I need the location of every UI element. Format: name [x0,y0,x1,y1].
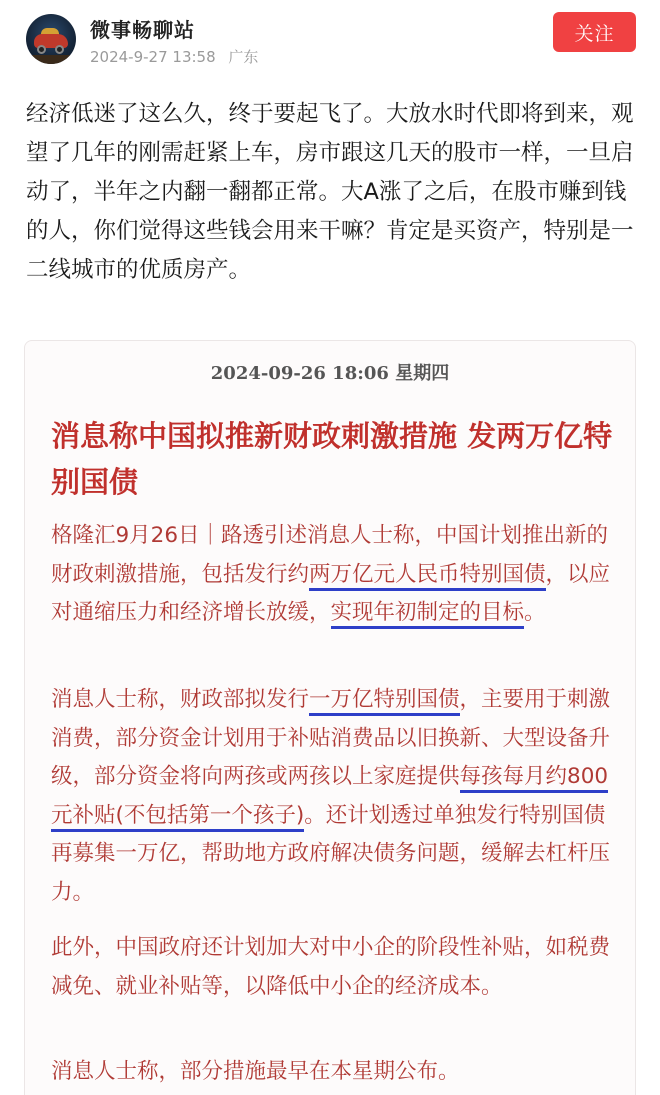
paragraph-text: 消息人士称，财政部拟发行 [51,687,310,712]
paragraph-text: 。 [524,600,546,625]
paragraph-text: ，主要用于刺激消费，部分资金计划用于补贴消费品以旧换新、大型设备升级，部分资金将向两孩或两孩以上家庭提供 [51,687,611,789]
article-title: 消息称中国拟推新财政刺激措施 发两万亿特别国债 [51,419,613,499]
paragraph-text: 。还计划透过单独发行特别国债再募集一万亿，帮助地方政府解决债务问题，缓解去杠杆压力。 [51,802,611,905]
post-body-text: 经济低迷了这么久，终于要起飞了。大放水时代即将到来，观望了几年的刚需赶紧上车，房市跟这几天的股市一样，一旦启动了，半年之内翻一翻都正常。大A涨了之后，在股市赚到钱的人，你们觉得这些钱会用来干嘛？肯定是买资产，特别是一二线城市的优质房产。 [26,101,634,283]
underlined-text: 两万亿元人民币特别国债 [309,562,546,591]
article-paragraph-1 [51,517,621,633]
account-name[interactable]: 微事畅聊站 [90,18,195,42]
avatar-wheel [55,45,64,54]
paragraph-text: ，以应对通缩压力和经济增长放缓， [51,561,611,625]
follow-button[interactable]: 关注 [553,12,636,52]
underlined-text: 一万亿特别国债 [309,687,460,716]
article-paragraph-2 [51,681,621,912]
post-location: 广东 [228,48,259,66]
avatar-wheel [37,45,46,54]
post-header [0,0,660,80]
underlined-text: 实现年初制定的目标 [331,600,525,629]
post-meta [90,46,258,67]
paragraph-text: 格隆汇9月26日｜路透引述消息人士称，中国计划推出新的财政刺激措施，包括发行约 [51,523,609,587]
avatar[interactable] [26,14,76,64]
article-screenshot-card [24,340,636,1095]
article-paragraph-3: 此外，中国政府还计划加大对中小企的阶段性补贴，如税费减免、就业补贴等，以降低中小企的经济成本。 [51,935,611,999]
avatar-ground [26,55,76,64]
underlined-text: 每孩每月约800元补贴(不包括第一个孩子) [51,764,608,832]
article-paragraph-4: 消息人士称，部分措施最早在本星期公布。 [51,1059,460,1084]
post-timestamp: 2024-9-27 13:58 [90,48,216,66]
article-date: 2024-09-26 18:06 星期四 [210,363,450,384]
